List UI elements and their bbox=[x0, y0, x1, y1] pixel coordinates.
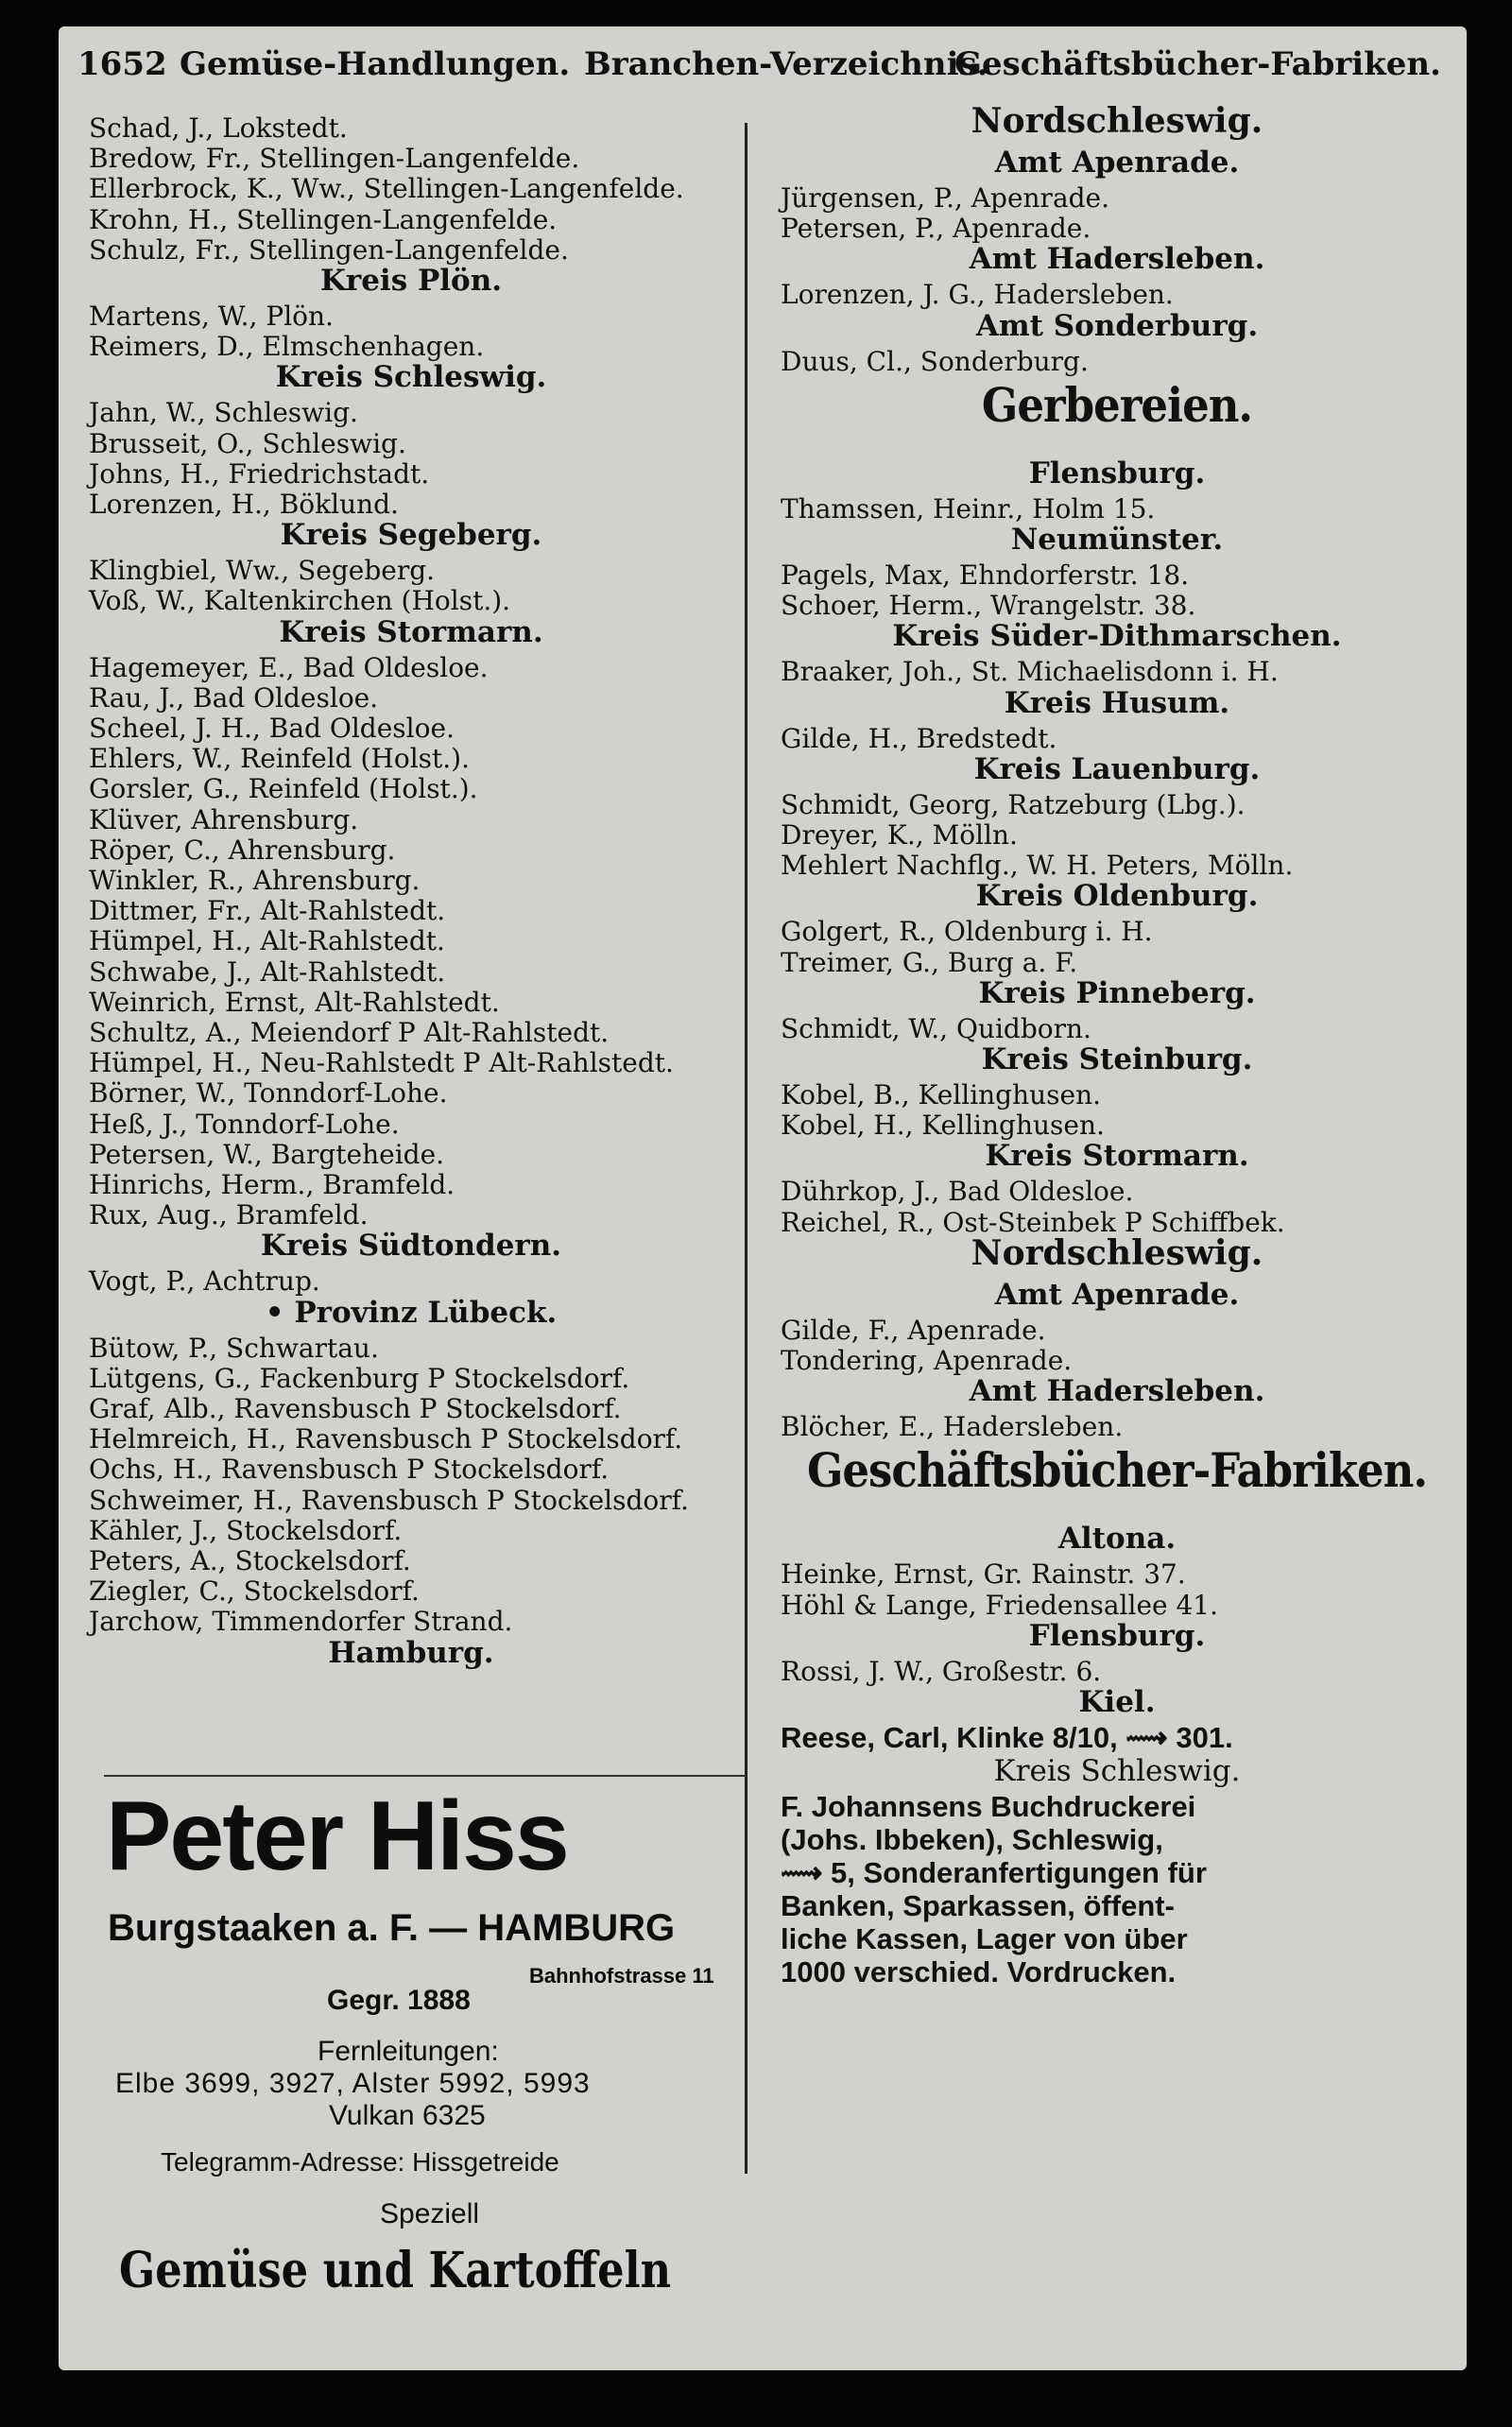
directory-entry: Johns, H., Friedrichstadt. bbox=[89, 458, 430, 490]
directory-entry: Reichel, R., Ost-Steinbek P Schiffbek. bbox=[781, 1207, 1285, 1238]
directory-entry: Kähler, J., Stockelsdorf. bbox=[89, 1515, 403, 1546]
directory-entry: Braaker, Joh., St. Michaelisdonn i. H. bbox=[781, 656, 1279, 687]
directory-entry: Lütgens, G., Fackenburg P Stockelsdorf. bbox=[89, 1363, 630, 1394]
directory-entry: Blöcher, E., Hadersleben. bbox=[781, 1411, 1124, 1442]
directory-entry: Petersen, W., Bargteheide. bbox=[89, 1139, 445, 1170]
directory-entry: Heinke, Ernst, Gr. Rainstr. 37. bbox=[781, 1558, 1186, 1590]
district-heading: Kreis Lauenburg. bbox=[973, 752, 1261, 786]
directory-entry: Thamssen, Heinr., Holm 15. bbox=[781, 493, 1156, 525]
directory-entry: Duus, Cl., Sonderburg. bbox=[781, 346, 1089, 377]
directory-entry: Ziegler, C., Stockelsdorf. bbox=[89, 1575, 420, 1607]
district-heading: Kreis Pinneberg. bbox=[978, 976, 1256, 1010]
district-heading: Kreis Steinburg. bbox=[981, 1042, 1253, 1076]
directory-entry: Gilde, H., Bredstedt. bbox=[781, 723, 1057, 754]
district-heading: Kreis Süder-Dithmarschen. bbox=[892, 619, 1342, 653]
directory-entry-advert: Reese, Carl, Klinke 8/10, ⟿ 301. bbox=[781, 1721, 1233, 1754]
directory-entry: Winkler, R., Ahrensburg. bbox=[89, 865, 421, 896]
directory-entry: Lorenzen, H., Böklund. bbox=[89, 489, 399, 520]
advertisement bbox=[104, 1775, 756, 2342]
directory-entry: Martens, W., Plön. bbox=[89, 301, 334, 332]
directory-entry: Schmidt, Georg, Ratzeburg (Lbg.). bbox=[781, 789, 1246, 820]
directory-entry: Kobel, H., Kellinghusen. bbox=[781, 1110, 1105, 1141]
region-heading: Nordschleswig. bbox=[971, 1233, 1263, 1273]
district-heading: Amt Hadersleben. bbox=[969, 1374, 1265, 1408]
ad-lines-label: Fernleitungen: bbox=[318, 2036, 499, 2067]
directory-entry: Scheel, J. H., Bad Oldesloe. bbox=[89, 713, 455, 744]
ad-place: Burgstaaken a. F. — HAMBURG bbox=[108, 1907, 676, 1949]
directory-entry: Hagemeyer, E., Bad Oldesloe. bbox=[89, 652, 489, 683]
district-heading: Amt Hadersleben. bbox=[969, 242, 1265, 276]
center-header-title: Branchen-Verzeichnis. bbox=[584, 45, 988, 83]
district-heading: Altona. bbox=[1057, 1522, 1177, 1556]
directory-entry: Rau, J., Bad Oldesloe. bbox=[89, 682, 379, 714]
directory-entry-advert: 1000 verschied. Vordrucken. bbox=[781, 1955, 1177, 1988]
directory-entry: Schultz, A., Meiendorf P Alt-Rahlstedt. bbox=[89, 1017, 610, 1048]
directory-entry: Hümpel, H., Alt-Rahlstedt. bbox=[89, 925, 445, 956]
directory-entry: Brusseit, O., Schleswig. bbox=[89, 428, 406, 459]
directory-entry: Dreyer, K., Mölln. bbox=[781, 819, 1018, 851]
ad-top-rule bbox=[104, 1775, 747, 1777]
district-heading: Amt Apenrade. bbox=[994, 146, 1240, 180]
directory-entry: Jürgensen, P., Apenrade. bbox=[781, 182, 1110, 214]
ad-founded: Gegr. 1888 bbox=[327, 1985, 471, 2016]
district-heading: Kreis Stormarn. bbox=[985, 1139, 1249, 1173]
directory-entry: Rossi, J. W., Großestr. 6. bbox=[781, 1656, 1102, 1687]
right-header-title: Geschäftsbücher-Fabriken. bbox=[954, 45, 1441, 83]
district-heading: Neumünster. bbox=[1010, 523, 1224, 557]
ad-company-name: Peter Hiss bbox=[106, 1782, 568, 1891]
district-heading: Kreis Segeberg. bbox=[280, 518, 542, 552]
directory-entry: Dührkop, J., Bad Oldesloe. bbox=[781, 1176, 1134, 1207]
district-heading: Flensburg. bbox=[1028, 456, 1206, 491]
directory-entry: Ehlers, W., Reinfeld (Holst.). bbox=[89, 743, 470, 774]
directory-entry: Schad, J., Lokstedt. bbox=[89, 112, 348, 144]
directory-entry: Schwabe, J., Alt-Rahlstedt. bbox=[89, 956, 446, 988]
district-heading: Kreis Oldenburg. bbox=[975, 879, 1259, 913]
directory-entry: Petersen, P., Apenrade. bbox=[781, 213, 1091, 244]
directory-entry-advert: (Johs. Ibbeken), Schleswig, bbox=[781, 1823, 1163, 1856]
district-heading: Kreis Plön. bbox=[319, 264, 503, 298]
district-heading: Kreis Südtondern. bbox=[260, 1229, 562, 1263]
directory-entry: Mehlert Nachflg., W. H. Peters, Mölln. bbox=[781, 850, 1294, 881]
district-heading: Kiel. bbox=[1078, 1685, 1156, 1719]
directory-entry: Rux, Aug., Bramfeld. bbox=[89, 1199, 369, 1231]
ad-phones: Elbe 3699, 3927, Alster 5992, 5993 bbox=[115, 2068, 591, 2099]
directory-entry: Tondering, Apenrade. bbox=[781, 1345, 1073, 1376]
section-heading: Gerbereien. bbox=[981, 377, 1253, 433]
ad-telegram: Telegramm-Adresse: Hissgetreide bbox=[161, 2147, 559, 2177]
directory-entry: Hinrichs, Herm., Bramfeld. bbox=[89, 1169, 455, 1200]
directory-entry-advert: Banken, Sparkassen, öffent- bbox=[781, 1889, 1175, 1922]
ad-slogan: Gemüse und Kartoffeln bbox=[119, 2242, 672, 2299]
directory-entry: Heß, J., Tonndorf-Lohe. bbox=[89, 1109, 400, 1140]
directory-entry: Krohn, H., Stellingen-Langenfelde. bbox=[89, 204, 558, 235]
district-heading: Kreis Schleswig. bbox=[275, 360, 547, 394]
directory-entry: Jarchow, Timmendorfer Strand. bbox=[89, 1606, 513, 1637]
directory-entry: Klüver, Ahrensburg. bbox=[89, 804, 359, 835]
section-heading: Geschäftsbücher-Fabriken. bbox=[806, 1442, 1428, 1498]
directory-entry: Graf, Alb., Ravensbusch P Stockelsdorf. bbox=[89, 1393, 622, 1424]
directory-entry: Treimer, G., Burg a. F. bbox=[781, 947, 1078, 978]
district-heading: Amt Apenrade. bbox=[994, 1278, 1240, 1312]
directory-entry-advert: liche Kassen, Lager von über bbox=[781, 1922, 1188, 1955]
directory-entry: Jahn, W., Schleswig. bbox=[89, 397, 358, 428]
directory-entry: Golgert, R., Oldenburg i. H. bbox=[781, 916, 1153, 947]
left-header-title: Gemüse-Handlungen. bbox=[180, 45, 571, 83]
directory-entry: Helmreich, H., Ravensbusch P Stockelsdorf. bbox=[89, 1423, 683, 1454]
district-heading: Kreis Stormarn. bbox=[279, 615, 543, 649]
directory-entry: Klingbiel, Ww., Segeberg. bbox=[89, 555, 436, 586]
ad-phones-2: Vulkan 6325 bbox=[329, 2100, 486, 2131]
page-number: 1652 bbox=[77, 45, 167, 83]
directory-entry: Pagels, Max, Ehndorferstr. 18. bbox=[781, 559, 1190, 591]
directory-entry: Hümpel, H., Neu-Rahlstedt P Alt-Rahlstedt. bbox=[89, 1047, 674, 1078]
ad-street: Bahnhofstrasse 11 bbox=[529, 1964, 714, 1988]
directory-entry: Bredow, Fr., Stellingen-Langenfelde. bbox=[89, 143, 580, 174]
district-heading: Kreis Schleswig. bbox=[993, 1754, 1241, 1788]
directory-entry: Höhl & Lange, Friedensallee 41. bbox=[781, 1590, 1219, 1621]
directory-entry: Ellerbrock, K., Ww., Stellingen-Langenfelde. bbox=[89, 173, 684, 204]
directory-entry: Weinrich, Ernst, Alt-Rahlstedt. bbox=[89, 987, 500, 1018]
directory-entry: Röper, C., Ahrensburg. bbox=[89, 835, 396, 866]
directory-entry: Börner, W., Tonndorf-Lohe. bbox=[89, 1077, 448, 1109]
directory-entry: Bütow, P., Schwartau. bbox=[89, 1333, 379, 1364]
directory-entry: Schmidt, W., Quidborn. bbox=[781, 1013, 1091, 1044]
directory-entry: Ochs, H., Ravensbusch P Stockelsdorf. bbox=[89, 1454, 610, 1485]
directory-entry: Schoer, Herm., Wrangelstr. 38. bbox=[781, 590, 1196, 621]
directory-entry: Schulz, Fr., Stellingen-Langenfelde. bbox=[89, 234, 569, 266]
directory-entry-advert: F. Johannsens Buchdruckerei bbox=[781, 1790, 1196, 1823]
directory-entry-advert: ⟿ 5, Sonderanfertigungen für bbox=[781, 1856, 1207, 1889]
district-heading: Hamburg. bbox=[328, 1636, 494, 1670]
directory-entry: Dittmer, Fr., Alt-Rahlstedt. bbox=[89, 895, 446, 926]
ad-special: Speziell bbox=[380, 2198, 480, 2229]
directory-entry: Peters, A., Stockelsdorf. bbox=[89, 1545, 411, 1576]
directory-entry: Schweimer, H., Ravensbusch P Stockelsdorf. bbox=[89, 1485, 689, 1516]
directory-entry: Voß, W., Kaltenkirchen (Holst.). bbox=[89, 585, 511, 616]
directory-entry: Gorsler, G., Reinfeld (Holst.). bbox=[89, 773, 478, 804]
district-heading: Kreis Husum. bbox=[1004, 686, 1230, 720]
region-heading: Nordschleswig. bbox=[971, 101, 1263, 141]
directory-entry: Reimers, D., Elmschenhagen. bbox=[89, 331, 485, 362]
directory-entry: Lorenzen, J. G., Hadersleben. bbox=[781, 279, 1174, 310]
directory-entry: Gilde, F., Apenrade. bbox=[781, 1315, 1046, 1346]
district-heading: • Provinz Lübeck. bbox=[265, 1296, 558, 1330]
district-heading: Flensburg. bbox=[1028, 1619, 1206, 1653]
directory-entry: Vogt, P., Achtrup. bbox=[89, 1265, 320, 1297]
directory-entry: Kobel, B., Kellinghusen. bbox=[781, 1079, 1102, 1110]
district-heading: Amt Sonderburg. bbox=[975, 309, 1259, 343]
